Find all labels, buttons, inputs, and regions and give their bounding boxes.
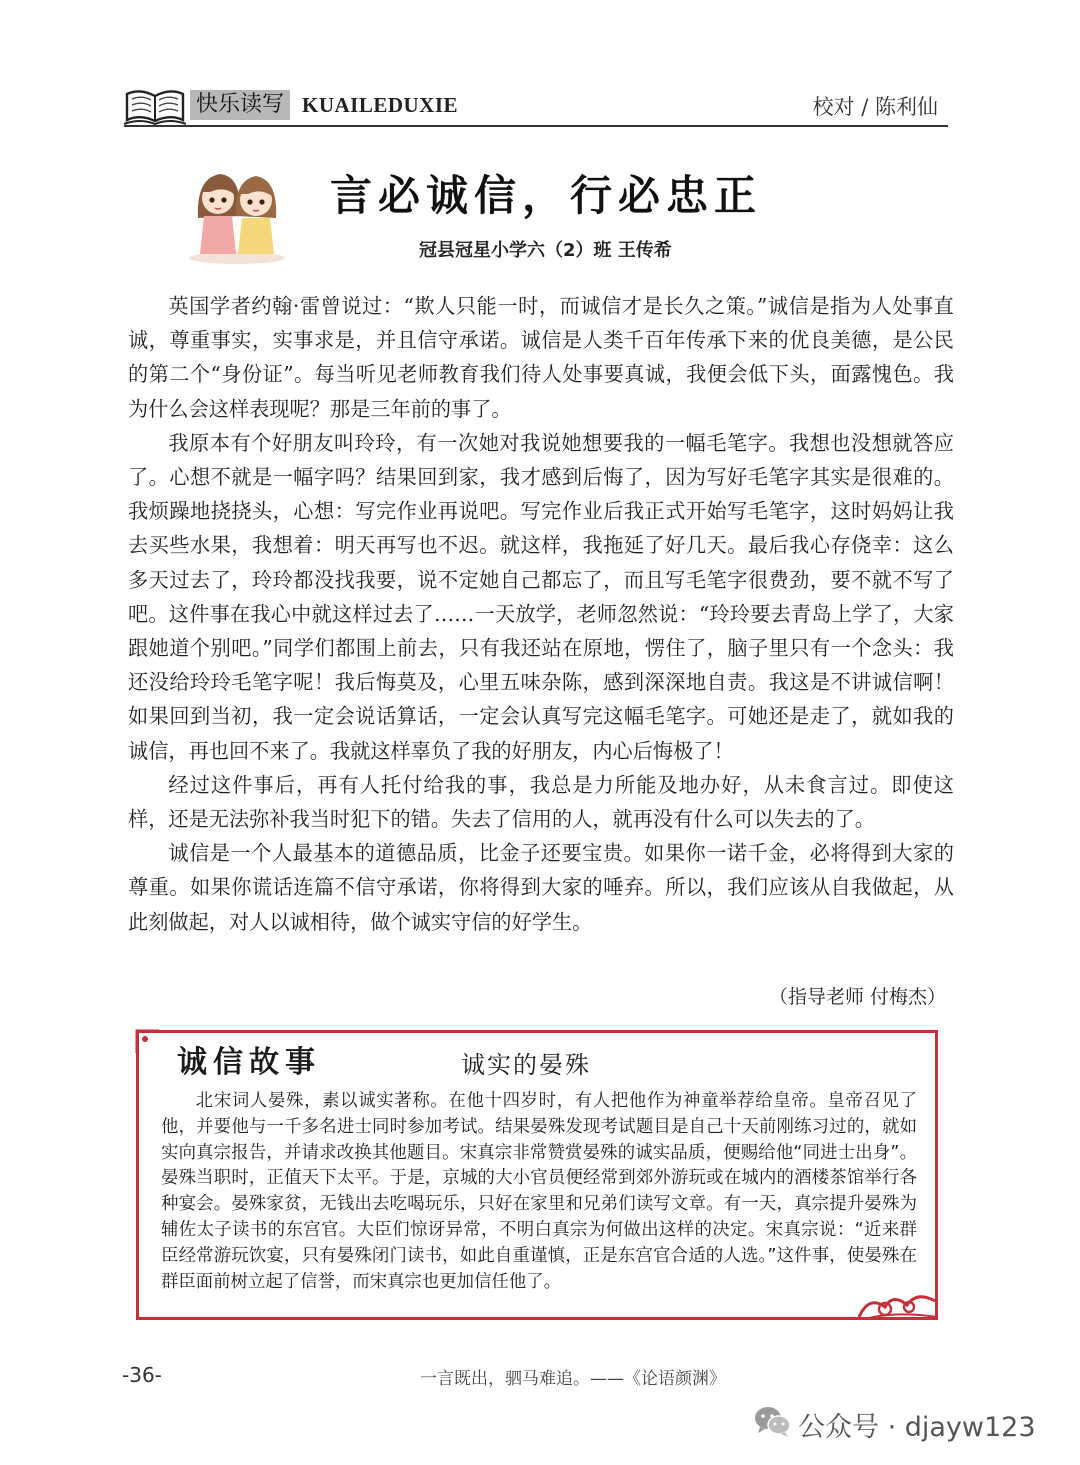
story-title: 诚实的晏殊 (461, 1051, 591, 1079)
corner-swirl-icon (135, 1029, 161, 1059)
cloud-swirl-icon (855, 1287, 939, 1327)
article-author: 冠县冠星小学六（2）班 王传希 (419, 240, 672, 261)
story-paragraph: 北宋词人晏殊，素以诚实著称。在他十四岁时，有人把他作为神童举荐给皇帝。皇帝召见了他，并要他与一千多名进士同时参加考试。结果晏殊发现考试题目是自己十天前刚练习过的，就如实向真宗报告，并请求改换其他题目。宋真宗非常赞赏晏殊的诚实品质，便赐给他“同进士出身”。晏殊当职时，正值天下太平。于是，京城的大小官员便经常到郊外游玩或在城内的酒楼茶馆举行各种宴会。晏殊家贫，无钱出去吃喝玩乐，只好在家里和兄弟们读写文章。有一天，真宗提升晏殊为辅佐太子读书的东宫官。大臣们惊讶异常，不明白真宗为何做出这样的决定。宋真宗说：“近来群臣经常游玩饮宴，只有晏殊闭门读书，如此自重谨慎，正是东宫官合适的人选。”这件事，使晏殊在群臣面前树立起了信誉，而宋真宗也更加信任他了。 (161, 1091, 917, 1292)
article-paragraph: 经过这件事后，再有人托付给我的事，我总是力所能及地办好，从未食言过。即使这样，还是无法弥补我当时犯下的错。失去了信用的人，就再没有什么可以失去的了。 (128, 772, 954, 832)
proofreader-credit: 校对 / 陈利仙 (812, 95, 938, 119)
two-girls-illustration (184, 158, 290, 268)
footer-quote: 一言既出，驷马难追。——《论语颜渊》 (420, 1369, 726, 1389)
story-section-label: 诚信故事 (177, 1045, 321, 1080)
page-header (124, 80, 948, 132)
mentor-credit: （指导老师 付梅杰） (768, 986, 946, 1008)
page-number: -36- (122, 1363, 162, 1387)
open-book-icon (124, 86, 186, 130)
wechat-account-text: 公众号 · djayw123 (798, 1412, 1036, 1443)
article-paragraph: 英国学者约翰·雷曾说过：“欺人只能一时，而诚信才是长久之策。”诚信是指为人处事直诚，尊重事实，实事求是，并且信守承诺。诚信是人类千百年传承下来的优良美德，是公民的第二个“身份证”。每当听见老师教育我们待人处事要真诚，我便会低下头，面露愧色。我为什么会这样表现呢？那是三年前的事了。 (128, 294, 954, 421)
brand-name-en: KUAILEDUXIE (302, 93, 459, 117)
article-body (128, 289, 954, 939)
story-body (161, 1089, 917, 1295)
article-paragraph: 诚信是一个人最基本的道德品质，比金子还要宝贵。如果你一诺千金，必将得到大家的尊重。如果你谎话连篇不信守承诺，你将得到大家的唾弃。所以，我们应该从自我做起，从此刻做起，对人以诚相待，做个诚实守信的好学生。 (128, 841, 954, 934)
header-divider (124, 125, 948, 127)
brand-name-cn: 快乐读写 (190, 90, 290, 120)
article-paragraph: 我原本有个好朋友叫玲玲，有一次她对我说她想要我的一幅毛笔字。我想也没想就答应了。心想不就是一幅字吗？结果回到家，我才感到后悔了，因为写好毛笔字其实是很难的。我烦躁地挠挠头，心想：写完作业再说吧。写完作业后我正式开始写毛笔字，这时妈妈让我去买些水果，我想着：明天再写也不迟。就这样，我拖延了好几天。最后我心存侥幸：这么多天过去了，玲玲都没找我要，说不定她自己都忘了，而且写毛笔字很费劲，要不就不写了吧。这件事在我心中就这样过去了……一天放学，老师忽然说：“玲玲要去青岛上学了，大家跟她道个别吧。”同学们都围上前去，只有我还站在原地，愣住了，脑子里只有一个念头：我还没给玲玲毛笔字呢！我后悔莫及，心里五味杂陈，感到深深地自责。我这是不讲诚信啊！如果回到当初，我一定会说话算话，一定会认真写完这幅毛笔字。可她还是走了，就如我的诚信，再也回不来了。我就这样辜负了我的好朋友，内心后悔极了！ (128, 430, 954, 763)
wechat-icon (754, 1405, 792, 1443)
article-title: 言必诚信，行必忠正 (330, 171, 763, 220)
integrity-story-box (136, 1030, 938, 1320)
